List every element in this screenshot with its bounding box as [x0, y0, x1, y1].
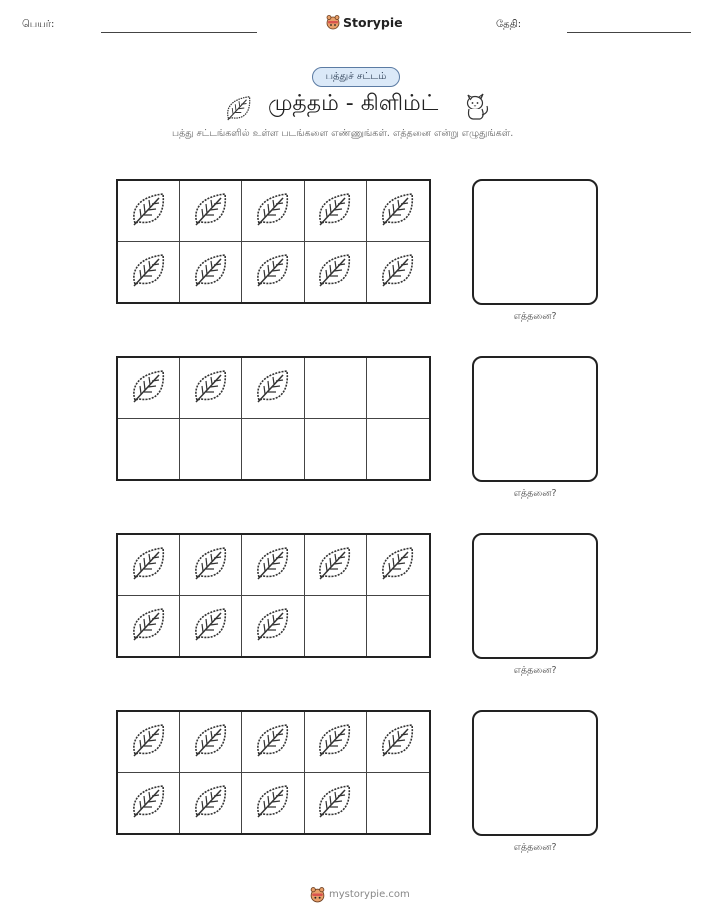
- leaf-icon: [253, 366, 293, 410]
- answer-box-3[interactable]: [472, 533, 598, 659]
- leaf-icon: [129, 781, 169, 825]
- ten-frame-cell: [180, 535, 242, 596]
- leaf-icon: [253, 250, 293, 294]
- leaf-icon: [191, 720, 231, 764]
- answer-question-label: எத்தனை?: [513, 488, 557, 499]
- leaf-icon: [315, 543, 355, 587]
- ten-frame-cell: [118, 242, 180, 303]
- leaf-icon: [129, 604, 169, 648]
- ten-frame-cell: [367, 535, 429, 596]
- footer-url[interactable]: mystorypie.com: [329, 889, 410, 900]
- ten-frame-cell: [305, 773, 367, 834]
- leaf-icon: [253, 543, 293, 587]
- ten-frame-cell: [180, 358, 242, 419]
- leaf-icon: [129, 250, 169, 294]
- ten-frame-cell: [118, 419, 180, 480]
- cat-icon: [462, 91, 490, 125]
- leaf-icon: [315, 781, 355, 825]
- ten-frame-cell: [180, 419, 242, 480]
- ten-frame-cell: [242, 358, 304, 419]
- leaf-icon: [315, 720, 355, 764]
- worksheet-type-badge: பத்துச் சட்டம்: [312, 67, 400, 87]
- ten-frame-cell: [367, 712, 429, 773]
- footer: [310, 886, 410, 903]
- ten-frame-cell: [367, 419, 429, 480]
- ten-frame-cell: [367, 773, 429, 834]
- brand-logo: [326, 14, 403, 30]
- leaf-icon: [315, 250, 355, 294]
- ten-frame-cell: [180, 181, 242, 242]
- leaf-icon: [191, 543, 231, 587]
- answer-question-label: எத்தனை?: [513, 842, 557, 853]
- ten-frame-cell: [305, 535, 367, 596]
- ten-frame-cell: [305, 419, 367, 480]
- leaf-icon: [378, 720, 418, 764]
- answer-box-4[interactable]: [472, 710, 598, 836]
- answer-box-1[interactable]: [472, 179, 598, 305]
- leaf-icon: [191, 250, 231, 294]
- leaf-icon: [129, 720, 169, 764]
- ten-frame-cell: [180, 773, 242, 834]
- ten-frame-cell: [180, 596, 242, 657]
- name-write-line[interactable]: [101, 32, 257, 33]
- answer-question-label: எத்தனை?: [513, 665, 557, 676]
- leaf-icon: [191, 781, 231, 825]
- leaf-icon: [378, 189, 418, 233]
- ten-frame-cell: [118, 596, 180, 657]
- ten-frame-cell: [305, 358, 367, 419]
- leaf-icon: [129, 366, 169, 410]
- worksheet-title: முத்தம் - கிளிம்ட்: [268, 91, 439, 116]
- ten-frame-cell: [242, 773, 304, 834]
- ten-frame-cell: [242, 242, 304, 303]
- leaf-icon: [253, 189, 293, 233]
- ten-frame-cell: [367, 358, 429, 419]
- ten-frame-cell: [118, 181, 180, 242]
- answer-box-2[interactable]: [472, 356, 598, 482]
- ten-frame-3: [116, 533, 431, 658]
- ten-frame-cell: [242, 535, 304, 596]
- ten-frame-cell: [242, 181, 304, 242]
- ten-frame-cell: [305, 596, 367, 657]
- ten-frame-cell: [180, 242, 242, 303]
- leaf-icon: [378, 250, 418, 294]
- leaf-icon: [253, 720, 293, 764]
- storypie-mascot-icon: [326, 14, 340, 30]
- leaf-icon: [253, 781, 293, 825]
- ten-frame-2: [116, 356, 431, 481]
- instructions: பத்து சட்டங்களில் உள்ள படங்களை எண்ணுங்கள். எத்தனை என்று எழுதுங்கள்.: [172, 128, 514, 139]
- ten-frame-1: [116, 179, 431, 304]
- ten-frame-cell: [242, 419, 304, 480]
- ten-frame-cell: [118, 358, 180, 419]
- ten-frame-cell: [367, 181, 429, 242]
- storypie-mascot-icon: [310, 886, 325, 903]
- leaf-icon: [191, 366, 231, 410]
- ten-frame-cell: [367, 596, 429, 657]
- ten-frame-cell: [118, 773, 180, 834]
- date-write-line[interactable]: [567, 32, 691, 33]
- ten-frame-cell: [118, 712, 180, 773]
- ten-frame-4: [116, 710, 431, 835]
- answer-question-label: எத்தனை?: [513, 311, 557, 322]
- ten-frame-cell: [367, 242, 429, 303]
- name-label: பெயர்:: [22, 19, 55, 30]
- ten-frame-cell: [242, 596, 304, 657]
- date-label: தேதி:: [496, 19, 522, 30]
- ten-frame-cell: [305, 712, 367, 773]
- leaf-icon: [191, 604, 231, 648]
- leaf-icon: [253, 604, 293, 648]
- title-leaf-icon: [224, 93, 254, 127]
- leaf-icon: [315, 189, 355, 233]
- brand-name: Storypie: [343, 14, 403, 30]
- ten-frame-cell: [305, 181, 367, 242]
- leaf-icon: [378, 543, 418, 587]
- ten-frame-cell: [118, 535, 180, 596]
- ten-frame-cell: [180, 712, 242, 773]
- leaf-icon: [191, 189, 231, 233]
- leaf-icon: [129, 543, 169, 587]
- ten-frame-cell: [305, 242, 367, 303]
- leaf-icon: [129, 189, 169, 233]
- ten-frame-cell: [242, 712, 304, 773]
